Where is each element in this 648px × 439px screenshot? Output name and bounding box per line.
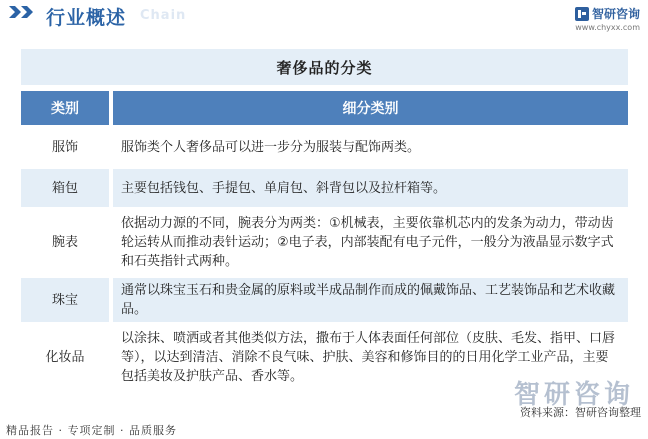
category-cell: 化妆品 — [21, 325, 109, 389]
category-cell: 服饰 — [21, 128, 109, 166]
column-header-detail: 细分类别 — [113, 91, 628, 125]
brand-url: www.chyxx.com — [575, 23, 640, 32]
table-row — [21, 169, 628, 207]
table-row — [21, 128, 628, 166]
table-header-row — [21, 91, 628, 125]
brand-logo-icon — [575, 7, 589, 21]
category-cell: 腕表 — [21, 210, 109, 275]
chevron-right-icon — [21, 6, 33, 18]
page-header — [0, 0, 648, 36]
detail-cell: 主要包括钱包、手提包、单肩包、斜背包以及拉杆箱等。 — [113, 169, 628, 207]
footer-tagline: 精品报告 · 专项定制 · 品质服务 — [6, 424, 177, 437]
column-header-category: 类别 — [21, 91, 109, 125]
page-footer — [0, 380, 648, 439]
header-watermark-text: Chain — [140, 8, 187, 23]
detail-cell: 通常以珠宝玉石和贵金属的原料或半成品制作而成的佩戴饰品、工艺装饰品和艺术收藏品。 — [113, 278, 628, 322]
table-row — [21, 278, 628, 322]
detail-cell: 服饰类个人奢侈品可以进一步分为服装与配饰两类。 — [113, 128, 628, 166]
table-row — [21, 210, 628, 275]
luxury-category-table — [21, 91, 628, 392]
table-caption-bar — [21, 49, 628, 85]
table-caption: 奢侈品的分类 — [276, 58, 373, 77]
detail-cell: 依据动力源的不同，腕表分为两类：①机械表，主要依靠机芯内的发条为动力，带动齿轮运转从而推动表针运动；②电子表，内部装配有电子元件，一般分为液晶显示数字式和石英指针式两种。 — [113, 210, 628, 275]
brand-name: 智研咨询 — [591, 7, 640, 21]
detail-cell: 以涂抹、喷洒或者其他类似方法，撒布于人体表面任何部位（皮肤、毛发、指甲、口唇等），以达到清洁、消除不良气味、护肤、美容和修饰目的的日用化学工业产品，主要包括美妆及护肤产品、香水等。 — [113, 325, 628, 389]
section-title: 行业概述 — [46, 7, 127, 29]
category-cell: 箱包 — [21, 169, 109, 207]
category-cell: 珠宝 — [21, 278, 109, 322]
source-note: 资料来源：智研咨询整理 — [520, 406, 641, 419]
brand-block — [575, 5, 640, 32]
content-panel — [5, 41, 643, 415]
watermark-text: 智研咨询 — [513, 380, 634, 410]
chevron-right-icon — [9, 6, 21, 18]
